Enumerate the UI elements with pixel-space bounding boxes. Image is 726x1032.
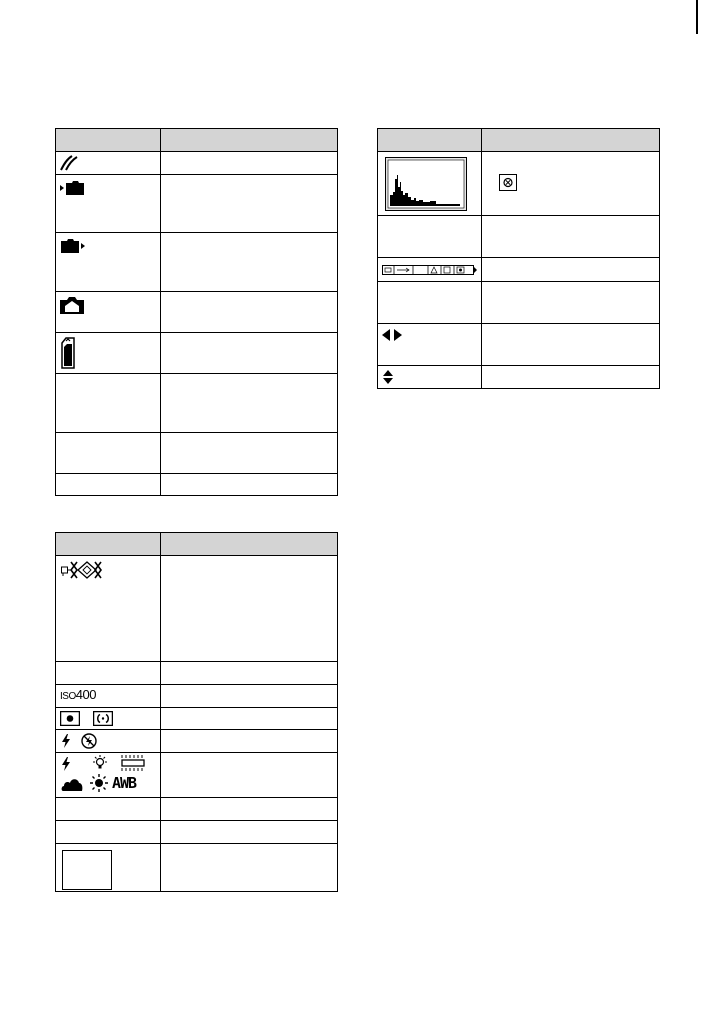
table-c-header-col2: [482, 129, 660, 152]
table-row: [56, 685, 338, 708]
table-row: [56, 556, 338, 662]
table-row: [56, 474, 338, 496]
table-a: [55, 128, 338, 496]
folder-in-icon: [60, 181, 84, 195]
table-row: [56, 175, 338, 233]
table-b-header-col1: [56, 533, 161, 556]
preview-frame: [62, 850, 112, 890]
table-row: [56, 292, 338, 333]
table-row: [56, 662, 338, 685]
table-b-header-col2: [161, 533, 338, 556]
flash-off-icon: [81, 733, 97, 749]
table-row: [56, 753, 338, 798]
flash-wb-icon: [62, 757, 70, 771]
camera-connection-icon: [61, 561, 105, 579]
iso-400-icon: [60, 687, 96, 702]
table-row: [56, 708, 338, 730]
histogram-icon: [385, 157, 467, 211]
table-row: [378, 324, 660, 366]
incandescent-icon: [91, 755, 109, 771]
table-c-header-col1: [378, 129, 482, 152]
table-c: [377, 128, 660, 389]
folder-out-icon: [61, 239, 85, 253]
left-right-arrows-icon: [382, 329, 402, 341]
table-row: [56, 798, 338, 821]
table-a-header-col1: [56, 129, 161, 152]
playback-control-strip-icon: [382, 265, 478, 275]
table-b: [55, 532, 338, 892]
iso-label: ISO: [60, 691, 76, 702]
table-row: [56, 333, 338, 374]
table-row: [378, 216, 660, 258]
table-b-header: [56, 533, 338, 556]
table-row: [378, 282, 660, 324]
table-c-header: [378, 129, 660, 152]
table-row: [56, 844, 338, 892]
home-folder-icon: [60, 296, 84, 314]
fluorescent-icon: [120, 755, 146, 771]
table-row: [378, 152, 660, 216]
table-row: [56, 233, 338, 292]
table-row: [56, 152, 338, 175]
iso-value: 400: [75, 687, 96, 702]
cloudy-icon: [61, 776, 83, 791]
table-row: [56, 374, 338, 433]
up-down-arrows-icon: [383, 370, 393, 384]
table-a-header: [56, 129, 338, 152]
auto-white-balance-icon: AWB: [112, 774, 137, 792]
table-row: [56, 433, 338, 474]
page-edge-mark: [696, 0, 698, 34]
center-metering-icon: [93, 711, 113, 726]
table-row: [56, 821, 338, 844]
table-a-header-col2: [161, 129, 338, 152]
quill-icon: [60, 155, 78, 171]
spot-metering-icon: [60, 711, 80, 726]
table-row: [56, 730, 338, 753]
cancel-button-icon: [499, 174, 517, 191]
table-row: [378, 366, 660, 389]
table-row: [378, 258, 660, 282]
flash-icon: [62, 734, 70, 748]
memory-card-icon: [61, 337, 75, 369]
daylight-icon: [90, 774, 108, 792]
